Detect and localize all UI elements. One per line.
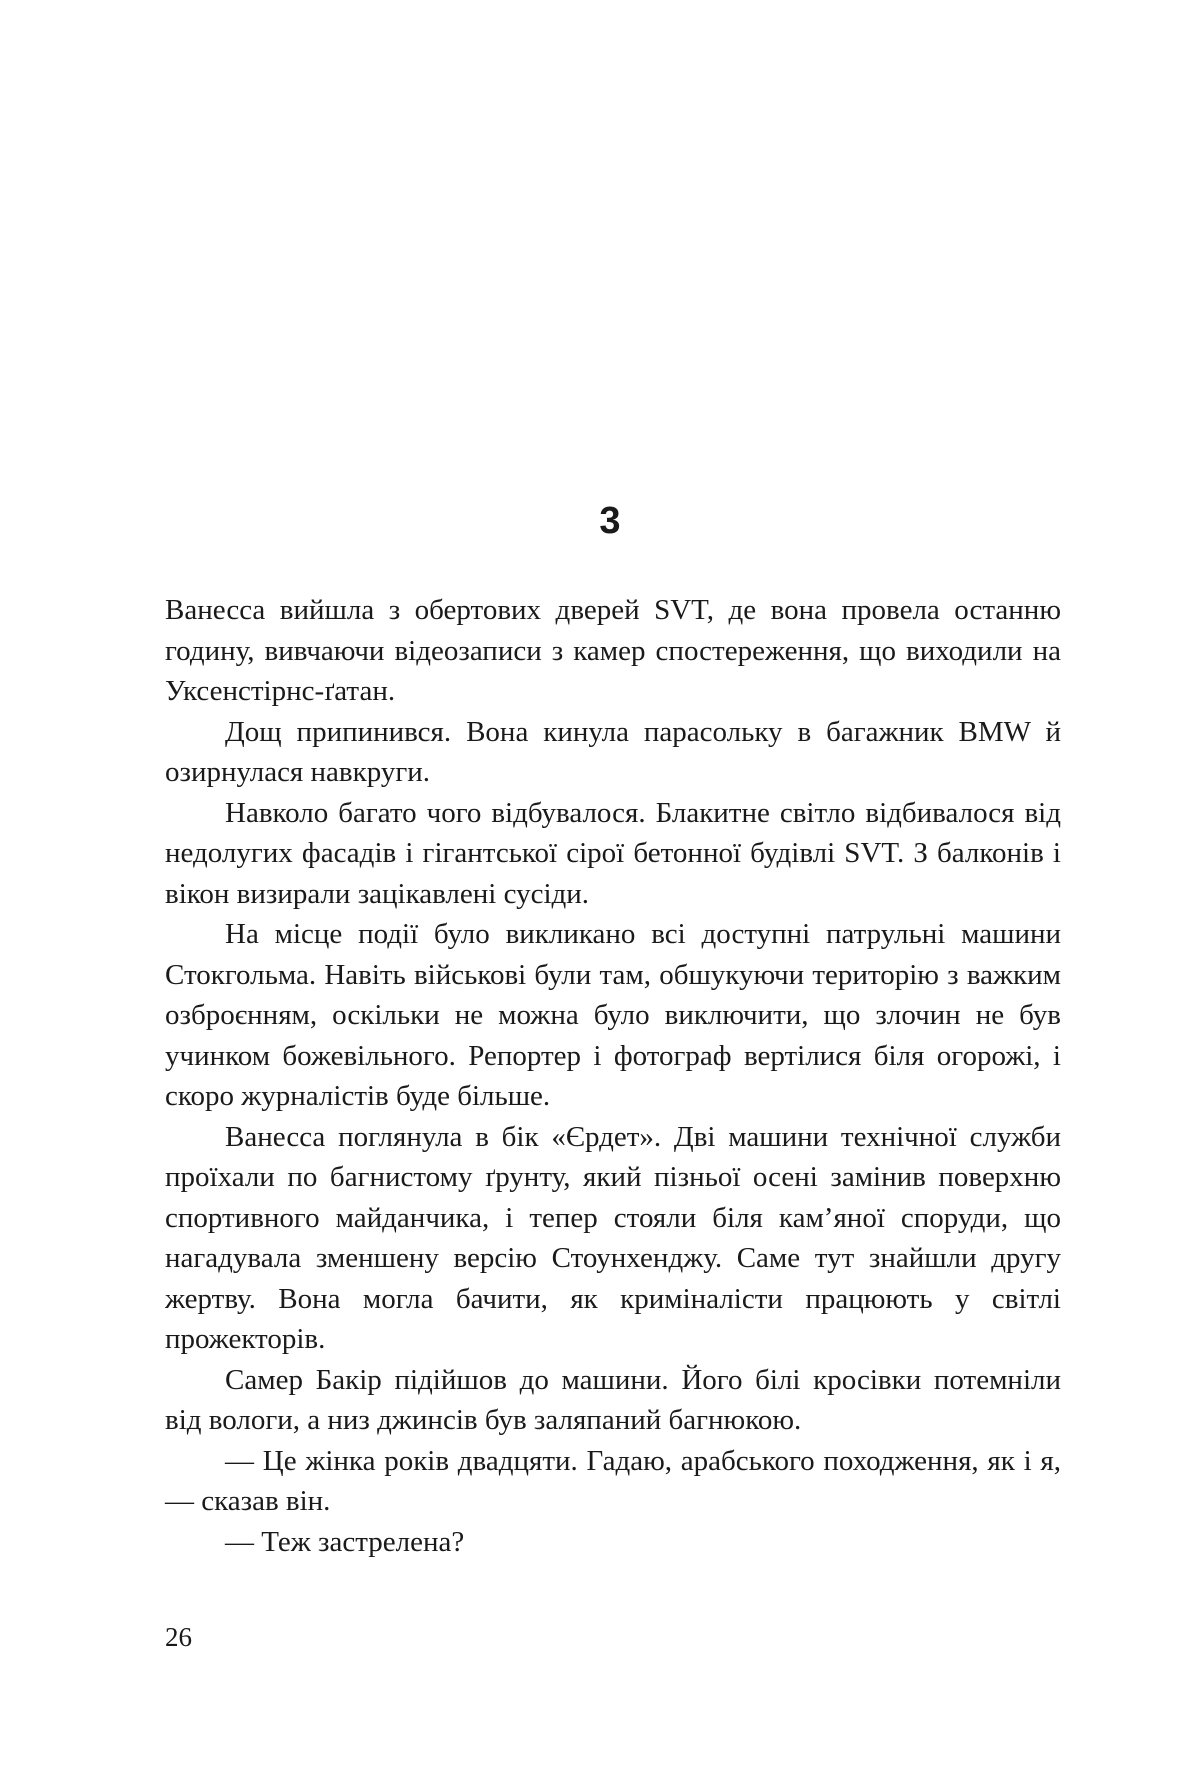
paragraph: Дощ припинився. Вона кинула парасольку в багажник BMW й озирнулася навкруги.	[165, 715, 1061, 788]
chapter-text	[165, 590, 1061, 1562]
page-number: 26	[165, 1622, 192, 1652]
paragraph: Ванесса вийшла з обертових дверей SVT, де вона провела останню годину, вивчаючи відеозаписи з камер спостереження, що виходили на Уксенстірнс-ґатан.	[165, 594, 1061, 707]
dialogue-line: — Теж застрелена?	[225, 1525, 465, 1558]
paragraph: Навколо багато чого відбувалося. Блакитне світло відбивалося від недолугих фасадів і гігантської сірої бетонної будівлі SVT. З балконів і вікон визирали зацікавлені сусіди.	[165, 796, 1061, 910]
chapter-number: 3	[599, 500, 621, 542]
paragraph: Самер Бакір підійшов до машини. Його білі кросівки потемніли від вологи, а низ джинсів був заляпаний багнюкою.	[165, 1363, 1061, 1436]
dialogue-line: — Це жінка років двадцяти. Гадаю, арабського походження, як і я, — сказав він.	[165, 1444, 1061, 1517]
paragraph: На місце події було викликано всі доступні патрульні машини Стокгольма. Навіть військові були там, обшукуючи територію з важким озброєнням, оскільки не можна було виключити, що злочин не був учинком божевільного. Репортер і фотограф вертілися біля огорожі, і скоро журналістів буде більше.	[165, 918, 1061, 1112]
paragraph: Ванесса поглянула в бік «Єрдет». Дві машини технічної служби проїхали по багнистому ґрунту, який пізньої осені замінив поверхню спортивного майданчика, і тепер стояли біля кам’яної споруди, що нагадувала зменшену версію Стоунхенджу. Саме тут знайшли другу жертву. Вона могла бачити, як криміналісти працюють у світлі прожекторів.	[165, 1120, 1061, 1355]
